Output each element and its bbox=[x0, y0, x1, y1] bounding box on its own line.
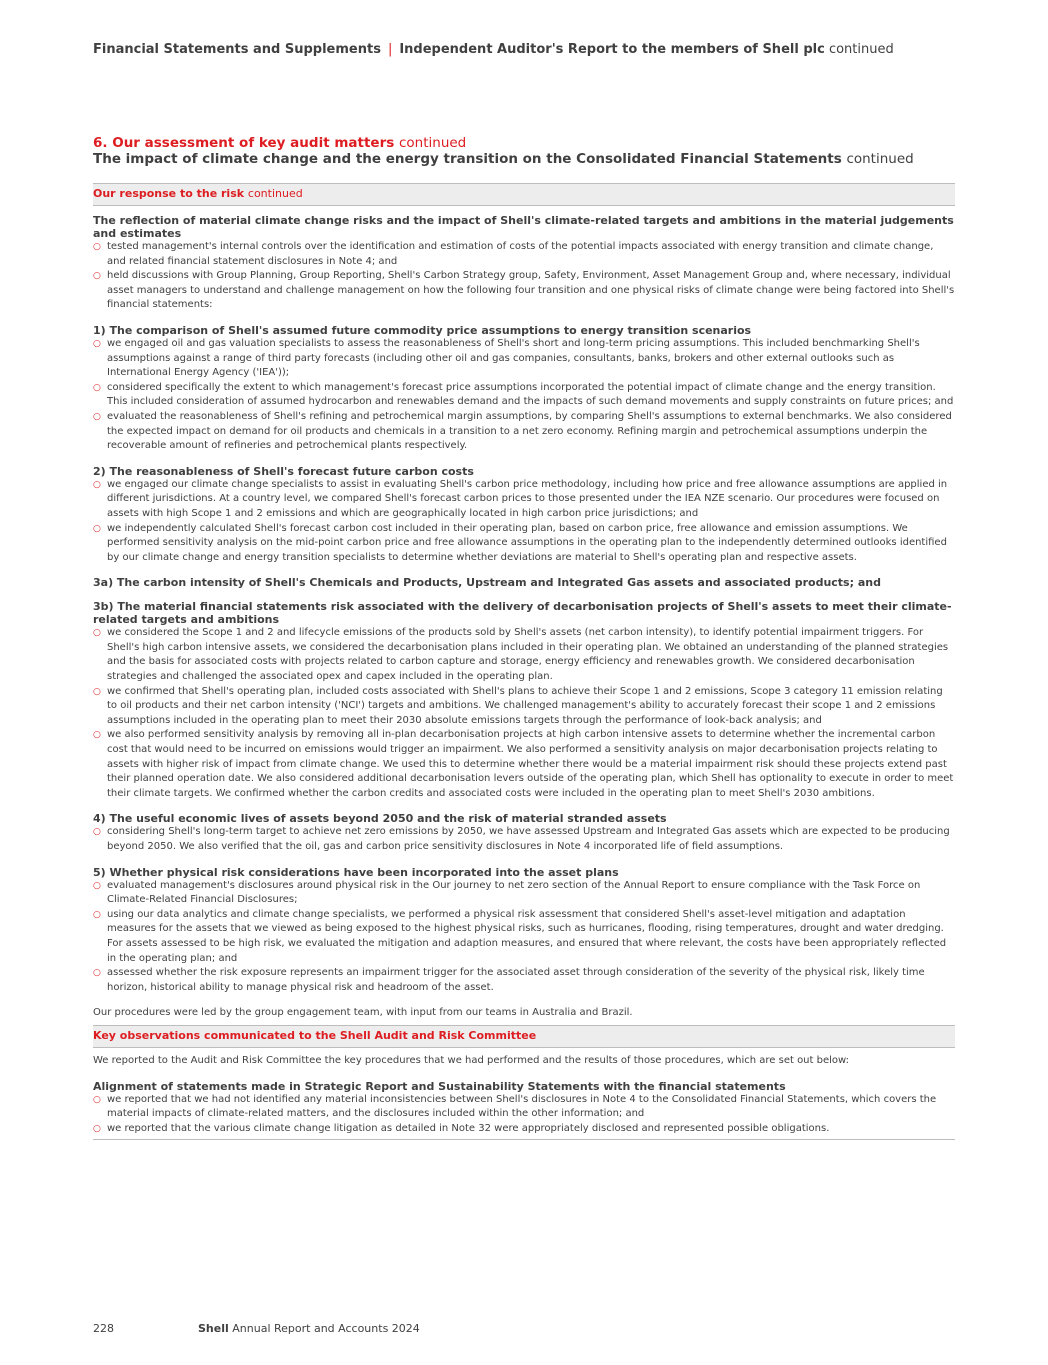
list-item: ○ evaluated the reasonableness of Shell's refining and petrochemical margin assumptions, by comparing Shell's assumptions to external benchmarks. We also considered the expected impact on demand for oil products and chemicals in a transition to a net zero economy. Refining margin and petrochemical assumptions underpin the recoverable amount of refineries and petrochemical plants respectively. bbox=[93, 410, 952, 452]
bullet-icon: ○ bbox=[93, 338, 101, 349]
bullet-icon: ○ bbox=[93, 968, 101, 979]
section-subtitle-text: The impact of climate change and the energy transition on the Consolidated Financial Statements bbox=[93, 151, 842, 167]
list-item: ○ we reported that the various climate change litigation as detailed in Note 32 were appropriately disclosed and represented possible obligations. bbox=[93, 1122, 955, 1137]
s2-list bbox=[93, 478, 955, 566]
s5-heading: 5) Whether physical risk considerations have been incorporated into the asset plans bbox=[93, 865, 619, 879]
section-subtitle-continued: continued bbox=[846, 151, 914, 167]
page-number: 228 bbox=[93, 1322, 114, 1335]
list-item: ○ we reported that we had not identified any material inconsistencies between Shell's disclosures in Note 4 to the Consolidated Financial Statements, which covers the material impacts of climate-related matters, and the disclosures included within the other information; and bbox=[93, 1093, 937, 1120]
footer-report: Annual Report and Accounts 2024 bbox=[232, 1322, 420, 1335]
observations-bar-label: Key observations communicated to the Shell Audit and Risk Committee bbox=[93, 1028, 537, 1042]
section-end-rule bbox=[93, 1139, 955, 1140]
bullet-icon: ○ bbox=[93, 1123, 101, 1134]
bullet-icon: ○ bbox=[93, 411, 101, 422]
header-separator: | bbox=[387, 42, 393, 57]
list-item: ○ assessed whether the risk exposure represents an impairment trigger for the associated asset through consideration of the severity of the physical risk, likely time horizon, historical ability to manage physical risk and headroom of the asset. bbox=[93, 967, 925, 993]
response-bar bbox=[93, 183, 955, 206]
list-item: ○ we confirmed that Shell's operating plan, included costs associated with Shell's plans to achieve their Scope 1 and 2 emissions, Scope 3 category 11 emission relating to oil products and their net carbon intensity ('NCI') targets and ambitions. We challenged management's ability to accurately forecast their scope 1 and 2 emissions assumptions included in the operating plan to meet their 2030 absolute emissions targets through the performance of look-back analysis; and bbox=[93, 685, 943, 726]
section-title bbox=[93, 135, 955, 151]
intro-heading: The reflection of material climate change risks and the impact of Shell's climate-related targets and ambitions in the material judgements and estimates bbox=[93, 214, 954, 240]
bullet-icon: ○ bbox=[93, 909, 101, 920]
bullet-icon: ○ bbox=[93, 1094, 101, 1105]
footer-brand: Shell bbox=[198, 1322, 229, 1335]
bullet-icon: ○ bbox=[93, 382, 101, 393]
procedures-note: Our procedures were led by the group engagement team, with input from our teams in Australia and Brazil. bbox=[93, 1007, 633, 1019]
section-title-text: 6. Our assessment of key audit matters bbox=[93, 135, 395, 151]
list-item: ○ we engaged oil and gas valuation specialists to assess the reasonableness of Shell's short and long-term pricing assumptions. This included benchmarking Shell's assumptions against a range of third party forecasts (including other oil and gas companies, consultants, banks, brokers and other external outlooks such as International Energy Agency ('IEA')); bbox=[93, 337, 920, 379]
list-item: ○ tested management's internal controls over the identification and estimation of costs of the potential impacts associated with energy transition and climate change, and related financial statement disclosures in Note 4; and bbox=[93, 241, 934, 267]
response-bar-label: Our response to the risk bbox=[93, 187, 245, 200]
section-subtitle bbox=[93, 151, 955, 168]
observations-intro: We reported to the Audit and Risk Committee the key procedures that we had performed and the results of those procedures, which are set out below: bbox=[93, 1054, 850, 1066]
s1-list bbox=[93, 337, 955, 454]
bullet-icon: ○ bbox=[93, 730, 101, 741]
s3a-heading: 3a) The carbon intensity of Shell's Chemicals and Products, Upstream and Integrated Gas assets and associated products; and bbox=[93, 576, 881, 590]
header-title: Independent Auditor's Report to the members of Shell plc bbox=[399, 42, 825, 57]
list-item: ○ we also performed sensitivity analysis by removing all in-plan decarbonisation projects at high carbon intensive assets to determine whether the incremental carbon cost that would need to be incurred on emissions would trigger an impairment. We also performed a sensitivity analysis on major decarbonisation projects relating to assets with higher risk of impact from climate change. We used this to determine whether there would be a material impairment risk should these projects extend past their planned operation date. We also considered additional decarbonisation levers outside of the operating plan, which Shell has optionality to execute in order to meet their climate targets. We confirmed whether the carbon credits and associated costs were included in the operating plan to meet Shell's 2030 ambitions. bbox=[93, 729, 954, 799]
list-item: ○ considered specifically the extent to which management's forecast price assumptions incorporated the potential impact of climate change and the energy transition. This included consideration of assumed hydrocarbon and renewables demand and the impacts of such demand movements and supply constraints on future prices; and bbox=[93, 381, 954, 408]
list-item: ○ evaluated management's disclosures around physical risk in the Our journey to net zero section of the Annual Report to ensure compliance with the Task Force on Climate-Related Financial Disclosures; bbox=[93, 879, 921, 906]
list-item: ○ held discussions with Group Planning, Group Reporting, Shell's Carbon Strategy group, Safety, Environment, Asset Management Group and, where necessary, individual asset managers to understand and challenge management on how the following four transition and one physical risks of climate change were being factored into Shell's financial statements: bbox=[93, 270, 955, 311]
bullet-icon: ○ bbox=[93, 880, 101, 891]
bullet-icon: ○ bbox=[93, 827, 101, 838]
intro-list bbox=[93, 240, 955, 313]
bullet-icon: ○ bbox=[93, 628, 101, 639]
bullet-icon: ○ bbox=[93, 271, 101, 282]
observations-bar bbox=[93, 1025, 955, 1048]
bullet-icon: ○ bbox=[93, 686, 101, 697]
s3b-heading: 3b) The material financial statements risk associated with the delivery of decarbonisation projects of Shell's assets to meet their climate-related targets and ambitions bbox=[93, 600, 952, 627]
s4-list bbox=[93, 825, 955, 854]
response-bar-continued: continued bbox=[247, 187, 303, 200]
list-item: ○ we independently calculated Shell's forecast carbon cost included in their operating plan, based on carbon price, free allowance and emission assumptions. We performed sensitivity analysis on the mid-point carbon price and free allowance assumptions in the operating plan to the independently determined outlooks identified by our climate change and energy transition specialists to determine whether deviations are material to Shell's operating plan and respective assets. bbox=[93, 522, 947, 563]
header-continued: continued bbox=[828, 42, 894, 57]
list-item: ○ we engaged our climate change specialists to assist in evaluating Shell's carbon price methodology, including how price and free allowance assumptions are applied in different jurisdictions. At a country level, we compared Shell's forecast carbon prices to those presented under the IEA NZE scenario. Our procedures were focused on assets with high Scope 1 and 2 emissions and which are geographically located in high carbon price jurisdictions; and bbox=[93, 478, 948, 519]
header-section: Financial Statements and Supplements bbox=[93, 42, 381, 57]
page-content bbox=[93, 135, 955, 1140]
s4-heading: 4) The useful economic lives of assets beyond 2050 and the risk of material stranded assets bbox=[93, 812, 667, 826]
page-footer bbox=[93, 1322, 420, 1335]
s1-heading: 1) The comparison of Shell's assumed future commodity price assumptions to energy transition scenarios bbox=[93, 323, 752, 337]
list-item: ○ considering Shell's long-term target to achieve net zero emissions by 2050, we have assessed Upstream and Integrated Gas assets which are expected to be producing beyond 2050. We also verified that the oil, gas and carbon price sensitivity disclosures in Note 4 incorporated life of field assumptions. bbox=[93, 826, 950, 852]
alignment-list bbox=[93, 1093, 955, 1137]
bullet-icon: ○ bbox=[93, 242, 101, 252]
running-header bbox=[93, 42, 894, 57]
bullet-icon: ○ bbox=[93, 523, 101, 534]
list-item: ○ we considered the Scope 1 and 2 and lifecycle emissions of the products sold by Shell's assets (net carbon intensity), to identify potential impairment triggers. For Shell's high carbon intensive assets, we considered the decarbonisation plans included in their operating plan. We obtained an understanding of the planned strategies and the basis for associated costs with projects related to carbon capture and storage, energy efficiency and renewables growth. We considered decarbonisation strategies and challenged the associated opex and capex included in the operating plan. bbox=[93, 627, 949, 683]
bullet-icon: ○ bbox=[93, 479, 101, 490]
alignment-heading: Alignment of statements made in Strategic Report and Sustainability Statements with the financial statements bbox=[93, 1079, 786, 1093]
section-title-continued: continued bbox=[398, 135, 467, 151]
s2-heading: 2) The reasonableness of Shell's forecast future carbon costs bbox=[93, 464, 474, 478]
s3b-list bbox=[93, 626, 955, 801]
list-item: ○ using our data analytics and climate change specialists, we performed a physical risk assessment that considered Shell's asset-level mitigation and adaptation measures for the assets that we viewed as being exposed to the highest physical risks, such as hurricanes, flooding, rising temperatures, drought and water dredging. For assets assessed to be high risk, we evaluated the mitigation and adaption measures, and ensured that where relevant, the costs have been appropriately reflected in the operating plan; and bbox=[93, 908, 947, 964]
s5-list bbox=[93, 879, 955, 996]
